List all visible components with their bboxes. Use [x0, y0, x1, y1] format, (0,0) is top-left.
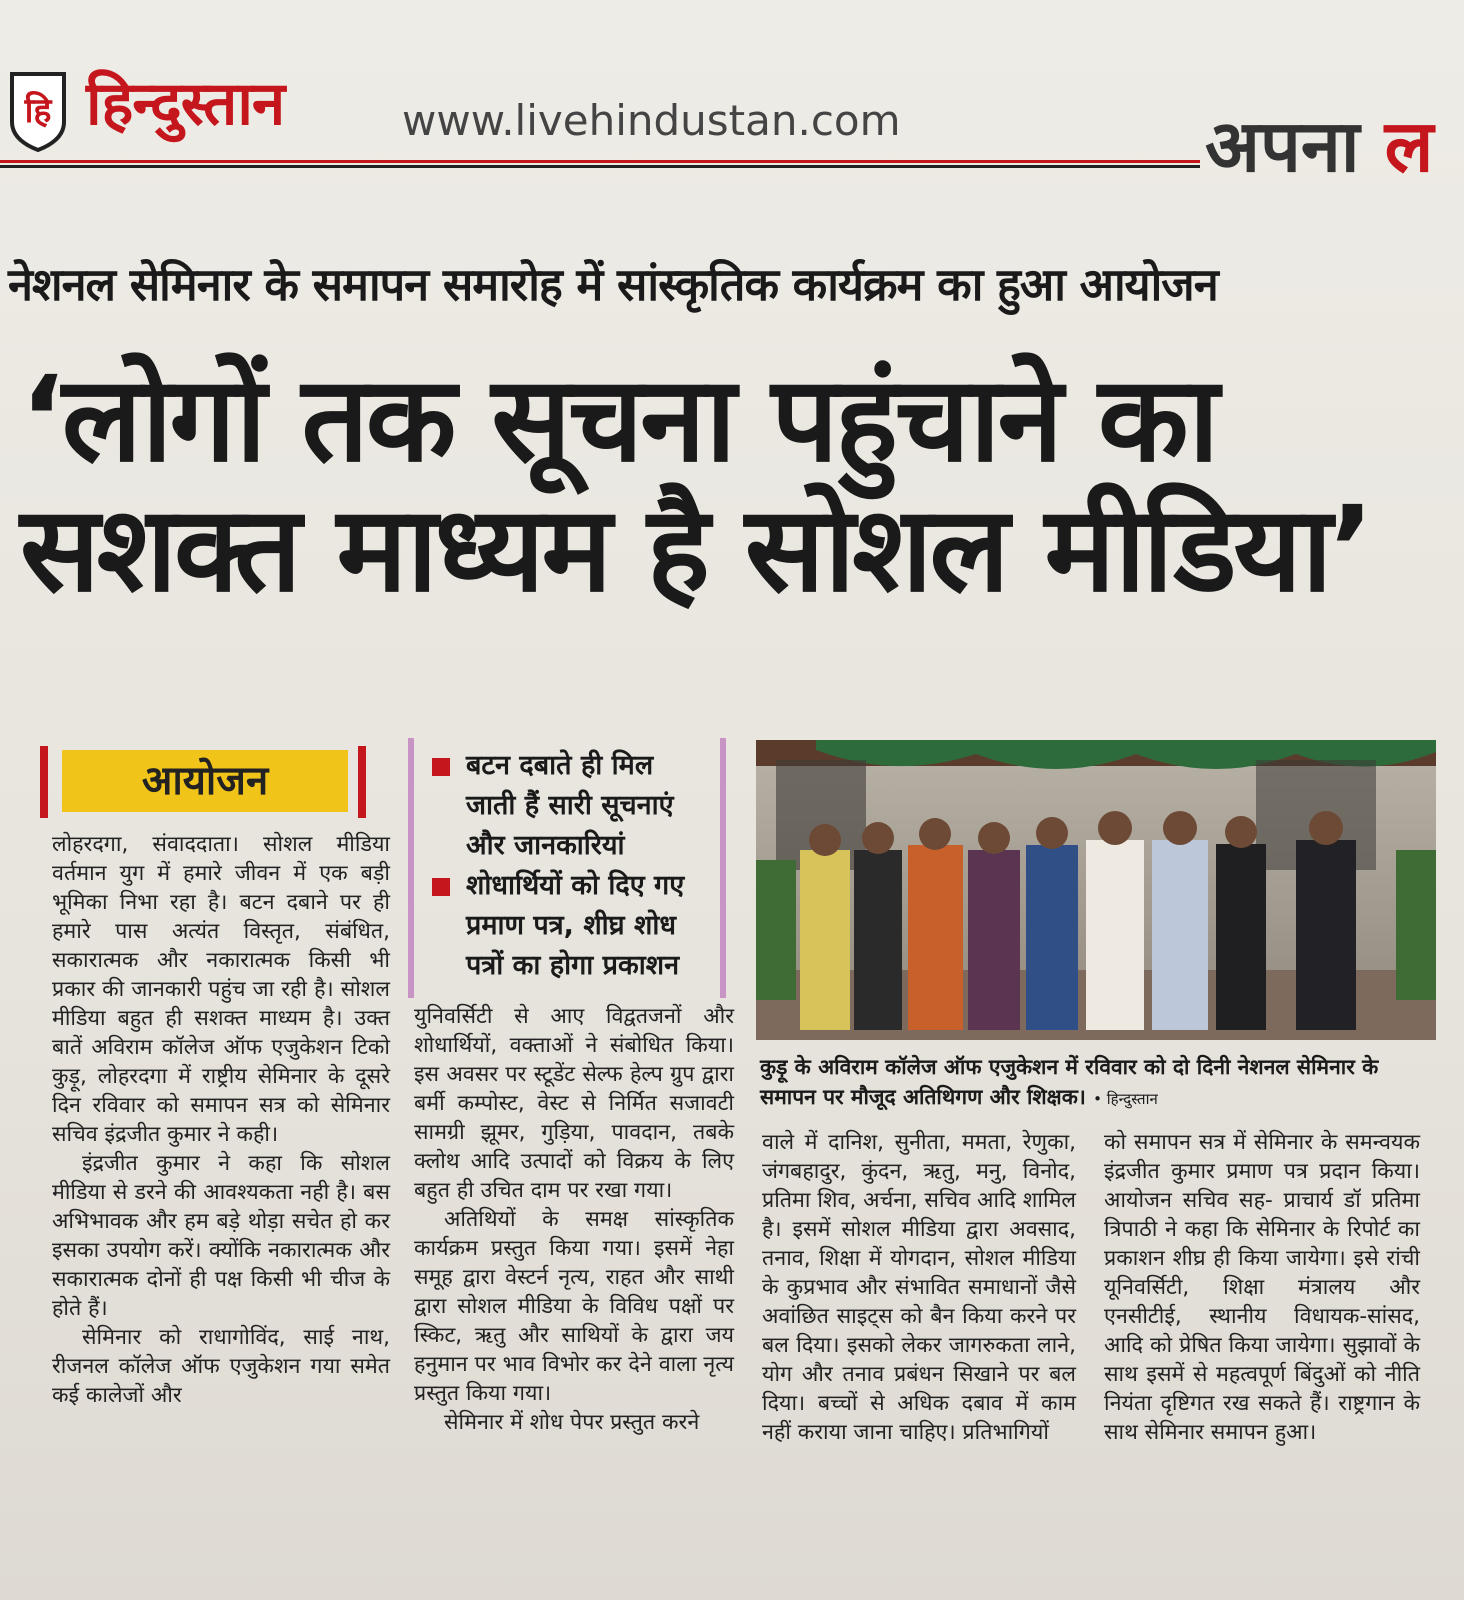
newspaper-brand: हिन्दुस्तान — [86, 69, 285, 139]
section-title-text: अपना — [1205, 104, 1360, 188]
masthead-rule-red — [0, 160, 1200, 163]
article-paragraph: सेमिनार में शोध पेपर प्रस्तुत करने — [444, 1410, 700, 1435]
photo-credit: • हिन्दुस्तान — [1093, 1090, 1158, 1108]
bullet-square-icon — [432, 758, 450, 776]
category-tag — [40, 746, 370, 818]
article-column-1 — [52, 830, 390, 1410]
category-tag-label: आयोजन — [62, 750, 348, 812]
article-paragraph: इंद्रजीत कुमार ने कहा कि सोशल मीडिया से डरने की आवश्यकता नही है। बस अभिभावक और हम बड़े थोड़ा सचेत हो कर इसका उपयोग करें। क्योंकि नकारात्मक और सकारात्मक दोनों ही पक्ष किसी भी चीज के होते हैं। — [52, 1151, 390, 1321]
tag-bar-left — [40, 746, 48, 818]
article-column-2 — [414, 1002, 734, 1437]
tag-bar-right — [358, 746, 366, 818]
event-group-photo — [756, 740, 1436, 1040]
article-paragraph: को समापन सत्र में सेमिनार के समन्वयक इंद्रजीत कुमार प्रमाण पत्र प्रदान किया। आयोजन सचिव सह- प्राचार्य डॉ प्रतिमा त्रिपाठी ने कहा कि सेमिनार के रिपोर्ट का प्रकाशन शीघ्र ही किया जायेगा। इसे रांची यूनिवर्सिटी, शिक्षा मंत्रालय और एनसीटीई, स्थानीय विधायक-सांसद, आदि को प्रेषित किया जायेगा। सुझावों के साथ इसमें से महत्वपूर्ण बिंदुओं को नीति नियंता दृष्टिगत रख सकते हैं। राष्ट्रगान के साथ सेमिनार समापन हुआ। — [1104, 1130, 1420, 1445]
section-title-tail: ल — [1384, 104, 1434, 188]
highlights-box — [408, 738, 726, 998]
masthead-rule-black — [0, 165, 1200, 168]
headline-line-1: ‘लोगों तक सूचना पहुंचाने का — [20, 350, 1217, 488]
highlight-text: बटन दबाते ही मिल जाती हैं सारी सूचनाएं और जानकारियां — [466, 750, 674, 861]
photo-caption-text: कुड़ू के अविराम कॉलेज ऑफ एजुकेशन में रविवार को दो दिनी नेशनल सेमिनार के समापन पर मौजूद अतिथिगण और शिक्षक। — [760, 1055, 1379, 1109]
highlight-item — [430, 866, 706, 986]
article-column-3 — [762, 1128, 1076, 1447]
article-paragraph: अतिथियों के समक्ष सांस्कृतिक कार्यक्रम प्रस्तुत किया गया। इसमें नेहा समूह द्वारा वेस्टर्न नृत्य, राहत और साथी द्वारा सोशल मीडिया के विविध पक्षों पर स्किट, ऋतु और साथियों के द्वारा जय हनुमान पर भाव विभोर कर देने वाला नृत्य प्रस्तुत किया गया। — [414, 1207, 734, 1406]
section-title — [1205, 104, 1434, 188]
photo-caption — [760, 1052, 1440, 1114]
article-column-4 — [1104, 1128, 1420, 1447]
article-paragraph: लोहरदगा, संवाददाता। सोशल मीडिया वर्तमान युग में हमारे जीवन में एक बड़ी भूमिका निभा रहा है। बटन दबाने पर ही हमारे पास अत्यंत विस्तृत, संबंधित, सकारात्मक और नकारात्मक किसी भी प्रकार की जानकारी पहुंच जा रही है। सोशल मीडिया बहुत ही सशक्त माध्यम है। उक्त बातें अविराम कॉलेज ऑफ एजुकेशन टिको कुड़ू, लोहरदगा में राष्ट्रीय सेमिनार के दूसरे दिन रविवार को समापन सत्र को सेमिनार सचिव इंद्रजीत कुमार ने कही। — [52, 832, 390, 1147]
shield-logo-icon — [8, 70, 68, 152]
highlight-text: शोधार्थियों को दिए गए प्रमाण पत्र, शीघ्र शोध पत्रों का होगा प्रकाशन — [466, 870, 685, 981]
bullet-square-icon — [432, 878, 450, 896]
headline-line-2: सशक्त माध्यम है सोशल मीडिया’ — [20, 480, 1372, 618]
main-headline — [20, 350, 1450, 618]
highlight-item — [430, 746, 706, 866]
kicker-headline: नेशनल सेमिनार के समापन समारोह में सांस्कृतिक कार्यक्रम का हुआ आयोजन — [8, 258, 1218, 311]
article-paragraph: युनिवर्सिटी से आए विद्वतजनों और शोधार्थियों, वक्ताओं ने संबोधित किया। इस अवसर पर स्टूडेंट सेल्फ हेल्प ग्रुप द्वारा बर्मी कम्पोस्ट, वेस्ट से निर्मित सजावटी सामग्री झूमर, गुड़िया, पावदान, तबके क्लोथ आदि उत्पादों को विक्रय के लिए बहुत ही उचित दाम पर रखा गया। — [414, 1004, 734, 1203]
website-url: www.livehindustan.com — [402, 96, 901, 145]
article-paragraph: सेमिनार को राधागोविंद, साई नाथ, रीजनल कॉलेज ऑफ एजुकेशन गया समेत कई कालेजों और — [52, 1325, 390, 1408]
article-paragraph: वाले में दानिश, सुनीता, ममता, रेणुका, जंगबहादुर, कुंदन, ऋतु, मनु, विनोद, प्रतिमा शिव, अर्चना, सचिव आदि शामिल है। इसमें सोशल मीडिया द्वारा अवसाद, तनाव, शिक्षा में योगदान, सोशल मीडिया के कुप्रभाव और संभावित समाधानों जैसे अवांछित साइट्स को बैन किया करने पर बल दिया। इसको लेकर जागरुकता लाने, योग और तनाव प्रबंधन सिखाने पर बल दिया। बच्चों से अधिक दबाव में काम नहीं कराया जाना चाहिए। प्रतिभागियों — [762, 1130, 1076, 1445]
logo-glyph: हि — [24, 91, 52, 131]
